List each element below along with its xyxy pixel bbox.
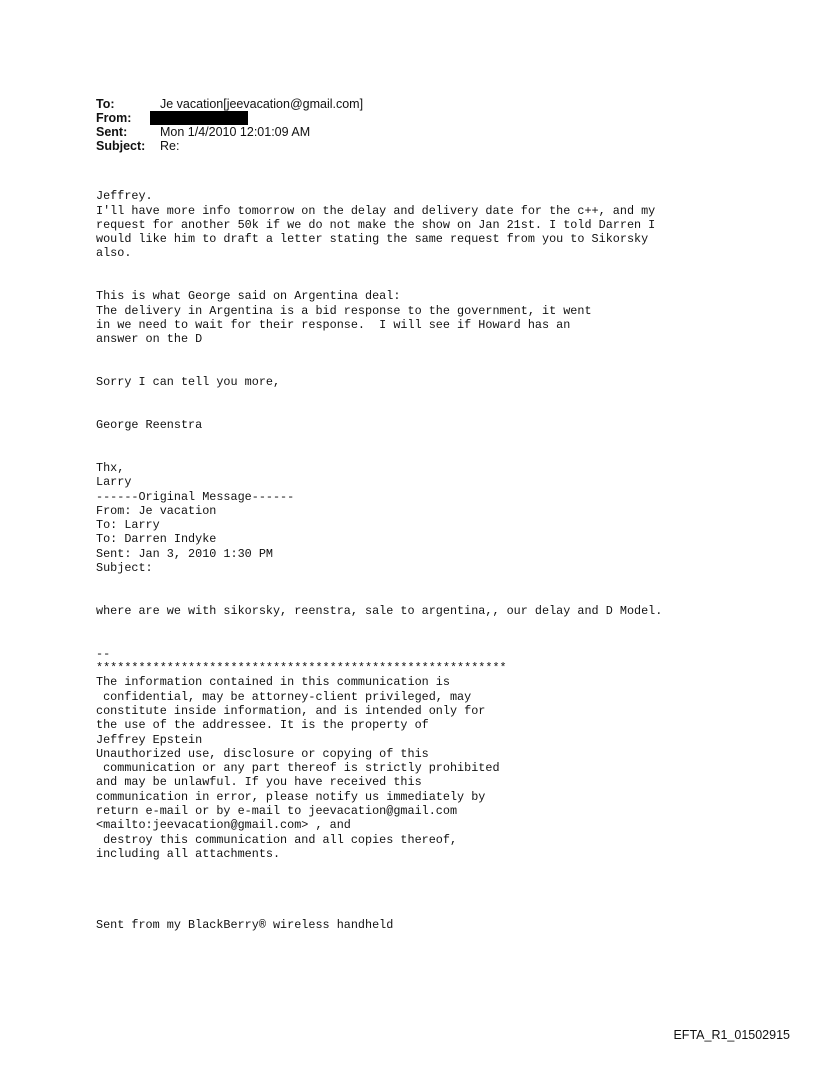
to-label: To: — [96, 97, 115, 111]
from-row — [96, 111, 363, 125]
body-paragraph-2: This is what George said on Argentina deal: The delivery in Argentina is a bid response to the government, it went in we need to wait for their response. I will see if Howard has an answer on the D — [96, 289, 592, 347]
email-header — [96, 97, 363, 153]
blackberry-signature: Sent from my BlackBerry® wireless handheld — [96, 918, 394, 933]
body-signature: George Reenstra — [96, 418, 203, 433]
email-body — [96, 175, 776, 961]
redaction-box — [150, 111, 248, 125]
to-value: Je vacation[jeevacation@gmail.com] — [160, 97, 364, 111]
subject-value: Re: — [160, 139, 180, 153]
sent-value: Mon 1/4/2010 12:01:09 AM — [160, 125, 311, 139]
document-id: EFTA_R1_01502915 — [673, 1028, 790, 1042]
sent-row — [96, 125, 363, 139]
subject-label: Subject: — [96, 139, 146, 153]
sent-label: Sent: — [96, 125, 128, 139]
body-paragraph-3: Sorry I can tell you more, — [96, 375, 281, 390]
body-paragraph-1: Jeffrey. I'll have more info tomorrow on the delay and delivery date for the c++, and my request for another 50k if we do not make the show on Jan 21st. I told Darren I would like him to draft a letter stating the same request from you to Sikorsky also. — [96, 189, 656, 261]
original-message-text: where are we with sikorsky, reenstra, sale to argentina,, our delay and D Model. — [96, 603, 663, 618]
from-label: From: — [96, 111, 132, 125]
to-row — [96, 97, 363, 111]
subject-row — [96, 139, 363, 153]
confidentiality-notice: -- ********************************************************** The information contained in this communication is confidential, may be attorney-client privileged, may constitute inside information, and is intended only for the use of the addressee. It is the property of Jeffrey Epstein Unauthorized use, disclosure or copying of this communication or any part thereof is strictly prohibited and may be unlawful. If you have received this communication in error, please notify us immediately by return e-mail or by e-mail to jeevacation@gmail.com <mailto:jeevacation@gmail.com> , and destroy this communication and all copies thereof, including all attachments. — [96, 646, 507, 861]
original-message-block: Thx, Larry ------Original Message------ From: Je vacation To: Larry To: Darren Indyke Sent: Jan 3, 2010 1:30 PM Subject: — [96, 460, 295, 576]
